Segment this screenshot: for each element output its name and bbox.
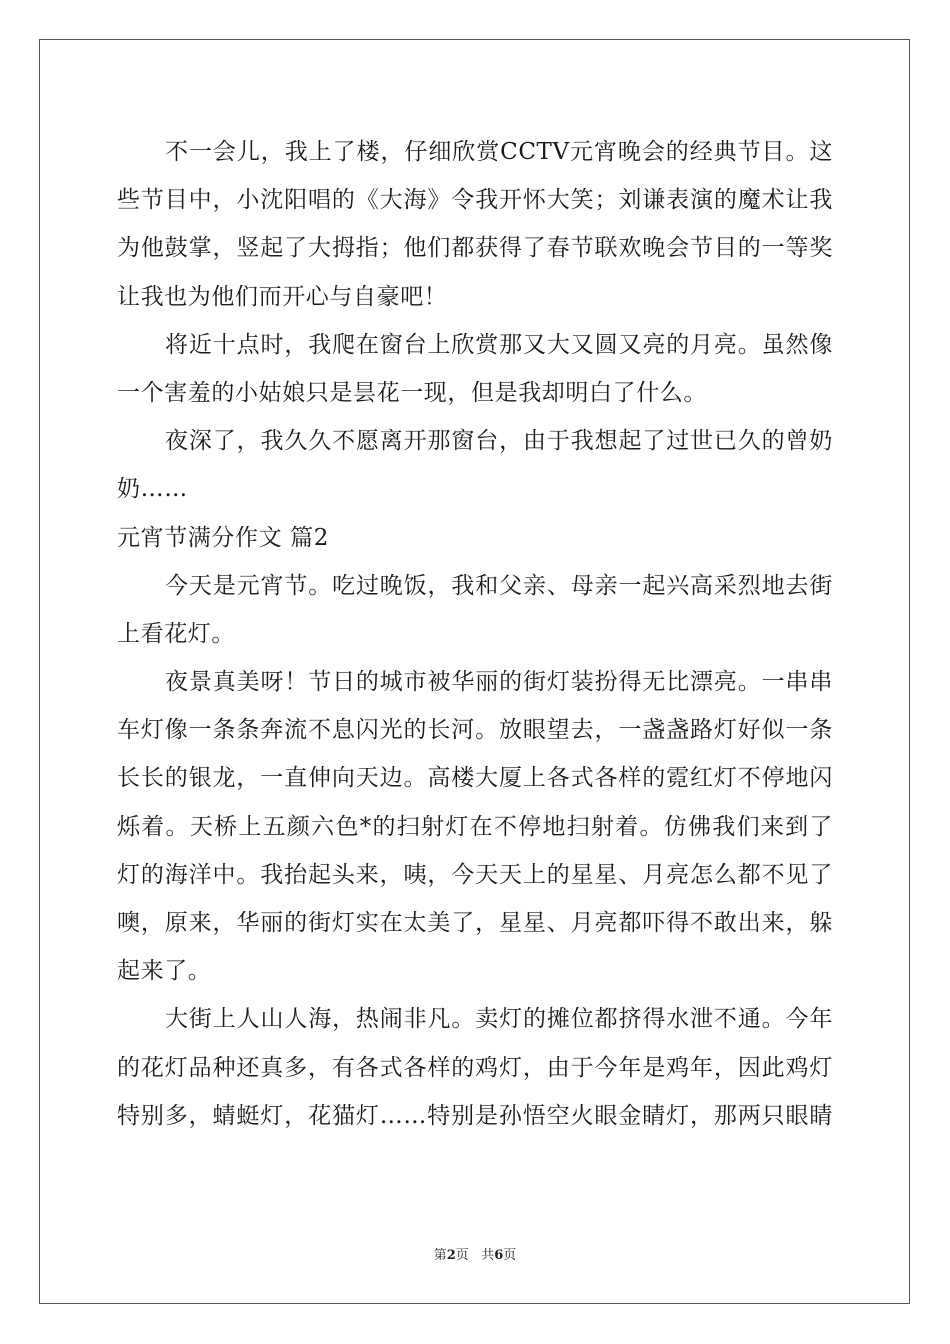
paragraph-line: 夜深了，我久久不愿离开那窗台，由于我想起了过世已久的曾奶: [165, 428, 833, 455]
paragraph-line: 的花灯品种还真多，有各式各样的鸡灯，由于今年是鸡年，因此鸡灯: [117, 1054, 833, 1081]
paragraph-line: 灯的海洋中。我抬起头来，咦，今天天上的星星、月亮怎么都不见了: [117, 861, 833, 888]
paragraph-line: 一个害羞的小姑娘只是昙花一现，但是我却明白了什么。: [117, 379, 707, 406]
paragraph-line: 夜景真美呀！节日的城市被华丽的街灯装扮得无比漂亮。一串串: [165, 669, 833, 696]
paragraph-line: 今天是元宵节。吃过晚饭，我和父亲、母亲一起兴高采烈地去街: [165, 572, 833, 599]
paragraph-line: 奶……: [117, 476, 188, 503]
page-number-suffix: 页: [455, 1248, 469, 1263]
paragraph-line: 烁着。天桥上五颜六色*的扫射灯在不停地扫射着。仿佛我们来到了: [117, 813, 833, 840]
paragraph-line: 为他鼓掌，竖起了大拇指；他们都获得了春节联欢晚会节目的一等奖: [117, 235, 833, 262]
page-number-prefix: 第: [433, 1248, 447, 1263]
paragraph-line: 些节目中，小沈阳唱的《大海》令我开怀大笑；刘谦表演的魔术让我: [117, 187, 833, 214]
paragraph-line: 将近十点时，我爬在窗台上欣赏那又大又圆又亮的月亮。虽然像: [165, 331, 833, 358]
total-pages: 6: [494, 1248, 504, 1263]
document-body: [117, 128, 833, 1140]
page-footer: [0, 1244, 950, 1263]
paragraph-line: 噢，原来，华丽的街灯实在太美了，星星、月亮都吓得不敢出来，躲: [117, 910, 833, 936]
paragraph-line: 不一会儿，我上了楼，仔细欣赏CCTV元宵晚会的经典节目。这: [165, 139, 833, 165]
paragraph-line: 特别多，蜻蜓灯，花猫灯……特别是孙悟空火眼金睛灯，那两只眼睛: [117, 1102, 833, 1129]
paragraph-line: 上看花灯。: [117, 620, 235, 647]
paragraph-line: 大街上人山人海，热闹非凡。卖灯的摊位都挤得水泄不通。今年: [165, 1006, 833, 1033]
paragraph-line: 起来了。: [117, 958, 212, 985]
total-pages-prefix: 共: [481, 1248, 495, 1263]
paragraph-line: 车灯像一条条奔流不息闪光的长河。放眼望去，一盏盏路灯好似一条: [117, 717, 833, 744]
paragraph-line: 长长的银龙，一直伸向天边。高楼大厦上各式各样的霓红灯不停地闪: [117, 765, 833, 792]
page-number: 2: [446, 1248, 456, 1263]
total-pages-suffix: 页: [503, 1248, 517, 1263]
section-heading: 元宵节满分作文 篇2: [117, 524, 329, 551]
paragraph-line: 让我也为他们而开心与自豪吧！: [117, 283, 448, 310]
